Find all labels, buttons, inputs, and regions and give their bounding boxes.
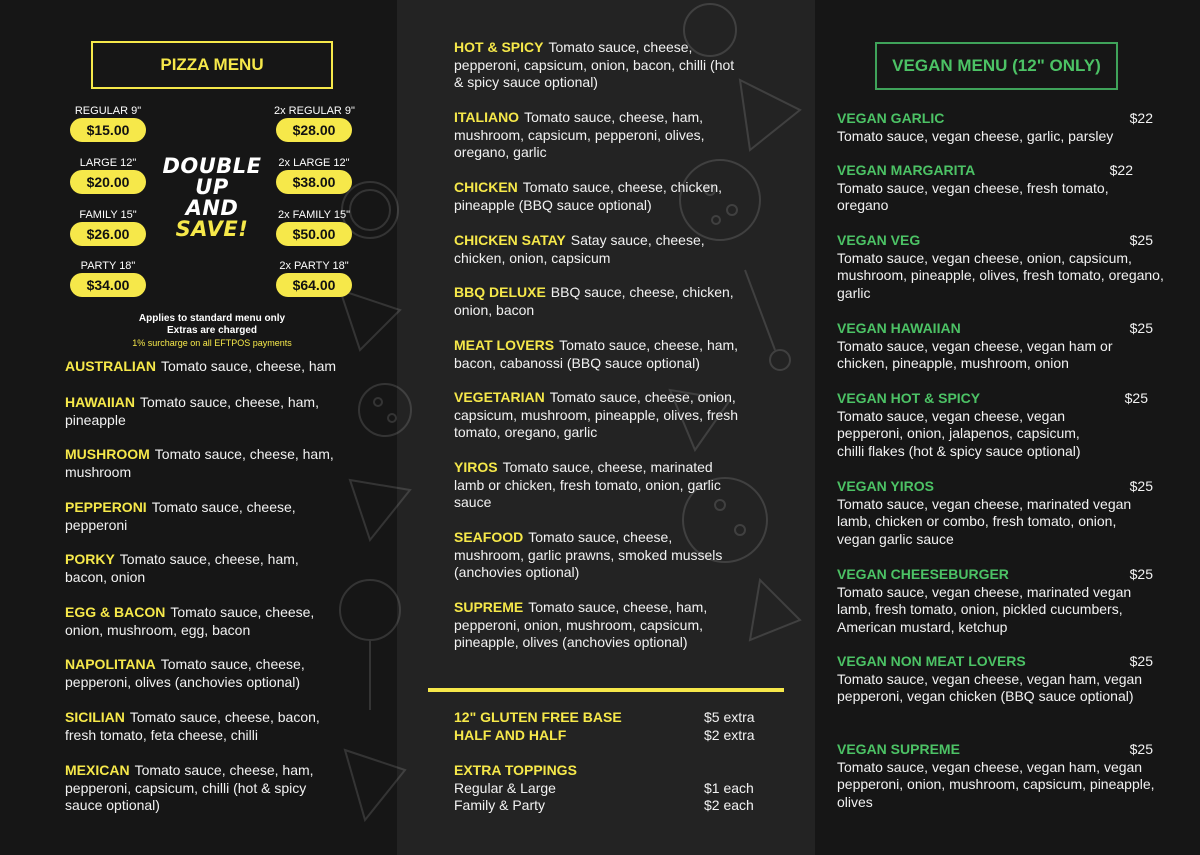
extra-name: EXTRA TOPPINGS [454,762,577,778]
menu-item [454,459,744,512]
size-label: 2x FAMILY 15" [278,209,350,221]
item-price: $25 [1129,320,1153,336]
menu-item [65,446,365,481]
extra-price: $5 extra [704,709,755,725]
vegan-menu-item [837,566,1167,636]
item-name: BBQ DELUXE [454,284,546,300]
item-desc: Tomato sauce, cheese, ham, bacon, onion [65,551,299,585]
item-price: $25 [1129,232,1153,248]
item-name: SUPREME [454,599,524,615]
pizza-doodle-decoration [330,150,430,850]
price-pill: $64.00 [276,273,352,297]
size-label: FAMILY 15" [79,209,137,221]
promo-line-save: SAVE! [175,217,249,241]
item-price: $22 [1109,162,1133,178]
topping-price: $2 each [704,797,754,813]
size-label: 2x PARTY 18" [279,260,349,272]
surcharge-note: 1% surcharge on all EFTPOS payments [132,338,292,348]
price-regular [68,104,148,142]
topping-price-row [454,797,760,815]
price-pill: $50.00 [276,222,352,246]
extra-name: HALF AND HALF [454,727,567,743]
extra-name: 12" GLUTEN FREE BASE [454,709,622,725]
item-desc: Tomato sauce, vegan cheese, vegan ham, vegan pepperoni, onion, mushroom, capsicum, pineapple, olives [837,758,1155,810]
size-label: PARTY 18" [80,260,136,272]
item-name: HOT & SPICY [454,39,544,55]
item-name: MUSHROOM [65,446,150,462]
vegan-menu-item [837,162,1147,215]
item-name: AUSTRALIAN [65,358,156,374]
item-desc: Tomato sauce, vegan cheese, vegan ham or chicken, pineapple, mushroom, onion [837,337,1113,371]
item-desc: Tomato sauce, cheese, mushroom, garlic prawns, smoked mussels (anchovies optional) [454,529,723,580]
menu-item [454,179,744,214]
section-divider [428,688,784,692]
note-line: Extras are charged [166,325,258,336]
menu-item [454,232,744,267]
item-price: $22 [1129,110,1153,126]
menu-item [65,604,345,639]
price-pill: $34.00 [70,273,146,297]
menu-item [65,709,350,744]
item-name: PEPPERONI [65,499,147,515]
item-desc: Tomato sauce, cheese, ham, pepperoni, onion, mushroom, capsicum, pineapple, olives (anchovies optional) [454,599,708,650]
item-name: VEGAN VEG [837,232,921,248]
item-desc: Tomato sauce, cheese, bacon, fresh tomato, feta cheese, chilli [65,709,320,743]
menu-item [454,109,729,162]
price-pill: $26.00 [70,222,146,246]
vegan-menu-item [837,110,1167,145]
vegan-menu-item [837,741,1167,811]
price-pill: $38.00 [276,170,352,194]
extra-half-half [454,727,760,745]
item-desc: Tomato sauce, cheese, ham, bacon, cabanossi (BBQ sauce optional) [454,337,739,371]
vegan-menu-item [837,320,1167,373]
item-name: VEGAN GARLIC [837,110,945,126]
topping-price: $1 each [704,780,754,796]
item-desc: Tomato sauce, cheese, ham, mushroom, capsicum, pepperoni, olives, oregano, garlic [454,109,705,160]
extra-toppings-title [454,762,577,780]
vegan-menu-item [837,390,1162,460]
vegan-menu-item [837,232,1167,302]
item-desc: Tomato sauce, cheese, pepperoni, capsicum, onion, bacon, chilli (hot & spicy sauce optional) [454,39,735,90]
item-name: VEGAN YIROS [837,478,934,494]
item-name: MEXICAN [65,762,130,778]
menu-item [65,499,335,534]
item-desc: Tomato sauce, cheese, onion, mushroom, egg, bacon [65,604,315,638]
menu-item [454,39,744,92]
item-name: VEGAN HOT & SPICY [837,390,981,406]
menu-item [454,389,744,442]
size-label: 2x LARGE 12" [278,157,350,169]
promo-line: DOUBLE [162,154,262,178]
item-name: HAWAIIAN [65,394,135,410]
item-name: VEGAN HAWAIIAN [837,320,961,336]
vegan-menu-title: VEGAN MENU (12" ONLY) [875,42,1118,90]
item-name: CHICKEN [454,179,518,195]
item-desc: Tomato sauce, cheese, ham, pineapple [65,394,319,428]
item-desc: Tomato sauce, vegan cheese, fresh tomato, oregano [837,179,1109,213]
item-desc: Tomato sauce, vegan cheese, vegan pepperoni, onion, jalapenos, capsicum, chilli flakes (hot & spicy sauce optional) [837,407,1081,459]
item-desc: BBQ sauce, cheese, chicken, onion, bacon [454,284,734,318]
price-pill: $28.00 [276,118,352,142]
vegan-menu-item [837,478,1167,548]
menu-item [65,358,365,376]
menu-item [454,337,744,372]
item-desc: Satay sauce, cheese, chicken, onion, capsicum [454,232,705,266]
menu-item [65,551,325,586]
item-name: YIROS [454,459,498,475]
item-name: VEGETARIAN [454,389,545,405]
pricing-notes [102,313,322,349]
double-up-promo [152,156,272,240]
vegan-menu-item [837,653,1167,706]
item-price: $25 [1129,653,1153,669]
extra-price: $2 extra [704,727,755,743]
price-family [68,208,148,246]
item-desc: Tomato sauce, cheese, ham [161,358,337,374]
price-2x-family [274,208,354,246]
item-desc: Tomato sauce, vegan cheese, marinated vegan lamb, chicken or combo, fresh tomato, onion, vegan garlic sauce [837,495,1132,547]
item-desc: Tomato sauce, cheese, chicken, pineapple (BBQ sauce optional) [454,179,723,213]
price-pill: $15.00 [70,118,146,142]
item-name: VEGAN CHEESEBURGER [837,566,1009,582]
item-desc: Tomato sauce, vegan cheese, garlic, parsley [837,127,1114,144]
extra-gluten-free [454,709,760,727]
menu-item [65,656,340,691]
size-label: 2x REGULAR 9" [274,105,355,117]
item-name: CHICKEN SATAY [454,232,566,248]
item-name: ITALIANO [454,109,520,125]
item-name: MEAT LOVERS [454,337,555,353]
item-desc: Tomato sauce, cheese, pepperoni [65,499,296,533]
menu-item [65,762,345,815]
promo-line: AND [185,196,239,220]
price-2x-regular [274,104,354,142]
item-desc: Tomato sauce, cheese, onion, capsicum, mushroom, pineapple, olives, fresh tomato, oregano, garlic [454,389,739,440]
price-2x-large [274,156,354,194]
item-name: VEGAN SUPREME [837,741,960,757]
item-desc: Tomato sauce, vegan cheese, onion, capsicum, mushroom, pineapple, olives, fresh tomato, oregano, garlic [837,249,1164,301]
item-price: $25 [1129,741,1153,757]
item-price: $25 [1124,390,1148,406]
menu-item [454,529,734,582]
price-pill: $20.00 [70,170,146,194]
menu-item [454,599,729,652]
pizza-menu-title: PIZZA MENU [91,41,333,89]
price-2x-party [274,259,354,297]
note-line: Applies to standard menu only [138,313,286,324]
menu-item [454,284,754,319]
item-name: SEAFOOD [454,529,524,545]
item-desc: Tomato sauce, cheese, ham, mushroom [65,446,334,480]
item-name: VEGAN MARGARITA [837,162,976,178]
promo-line: UP [195,175,229,199]
item-price: $25 [1129,566,1153,582]
size-label: REGULAR 9" [74,105,142,117]
topping-size-label: Family & Party [454,797,546,813]
item-name: EGG & BACON [65,604,166,620]
topping-price-row [454,780,760,798]
size-label: LARGE 12" [79,157,137,169]
item-desc: Tomato sauce, vegan cheese, marinated vegan lamb, fresh tomato, onion, pickled cucumbers, American mustard, ketchup [837,583,1132,635]
item-name: NAPOLITANA [65,656,156,672]
item-desc: Tomato sauce, vegan cheese, vegan ham, vegan pepperoni, vegan chicken (BBQ sauce optional) [837,670,1143,704]
item-name: PORKY [65,551,115,567]
item-desc: Tomato sauce, cheese, ham, pepperoni, capsicum, chilli (hot & spicy sauce optional) [65,762,314,813]
item-desc: Tomato sauce, cheese, pepperoni, olives (anchovies optional) [65,656,305,690]
menu-item [65,394,355,429]
item-price: $25 [1129,478,1153,494]
price-party [68,259,148,297]
item-name: VEGAN NON MEAT LOVERS [837,653,1026,669]
price-large [68,156,148,194]
item-name: SICILIAN [65,709,125,725]
topping-size-label: Regular & Large [454,780,556,796]
item-desc: Tomato sauce, cheese, marinated lamb or chicken, fresh tomato, onion, garlic sauce [454,459,721,510]
